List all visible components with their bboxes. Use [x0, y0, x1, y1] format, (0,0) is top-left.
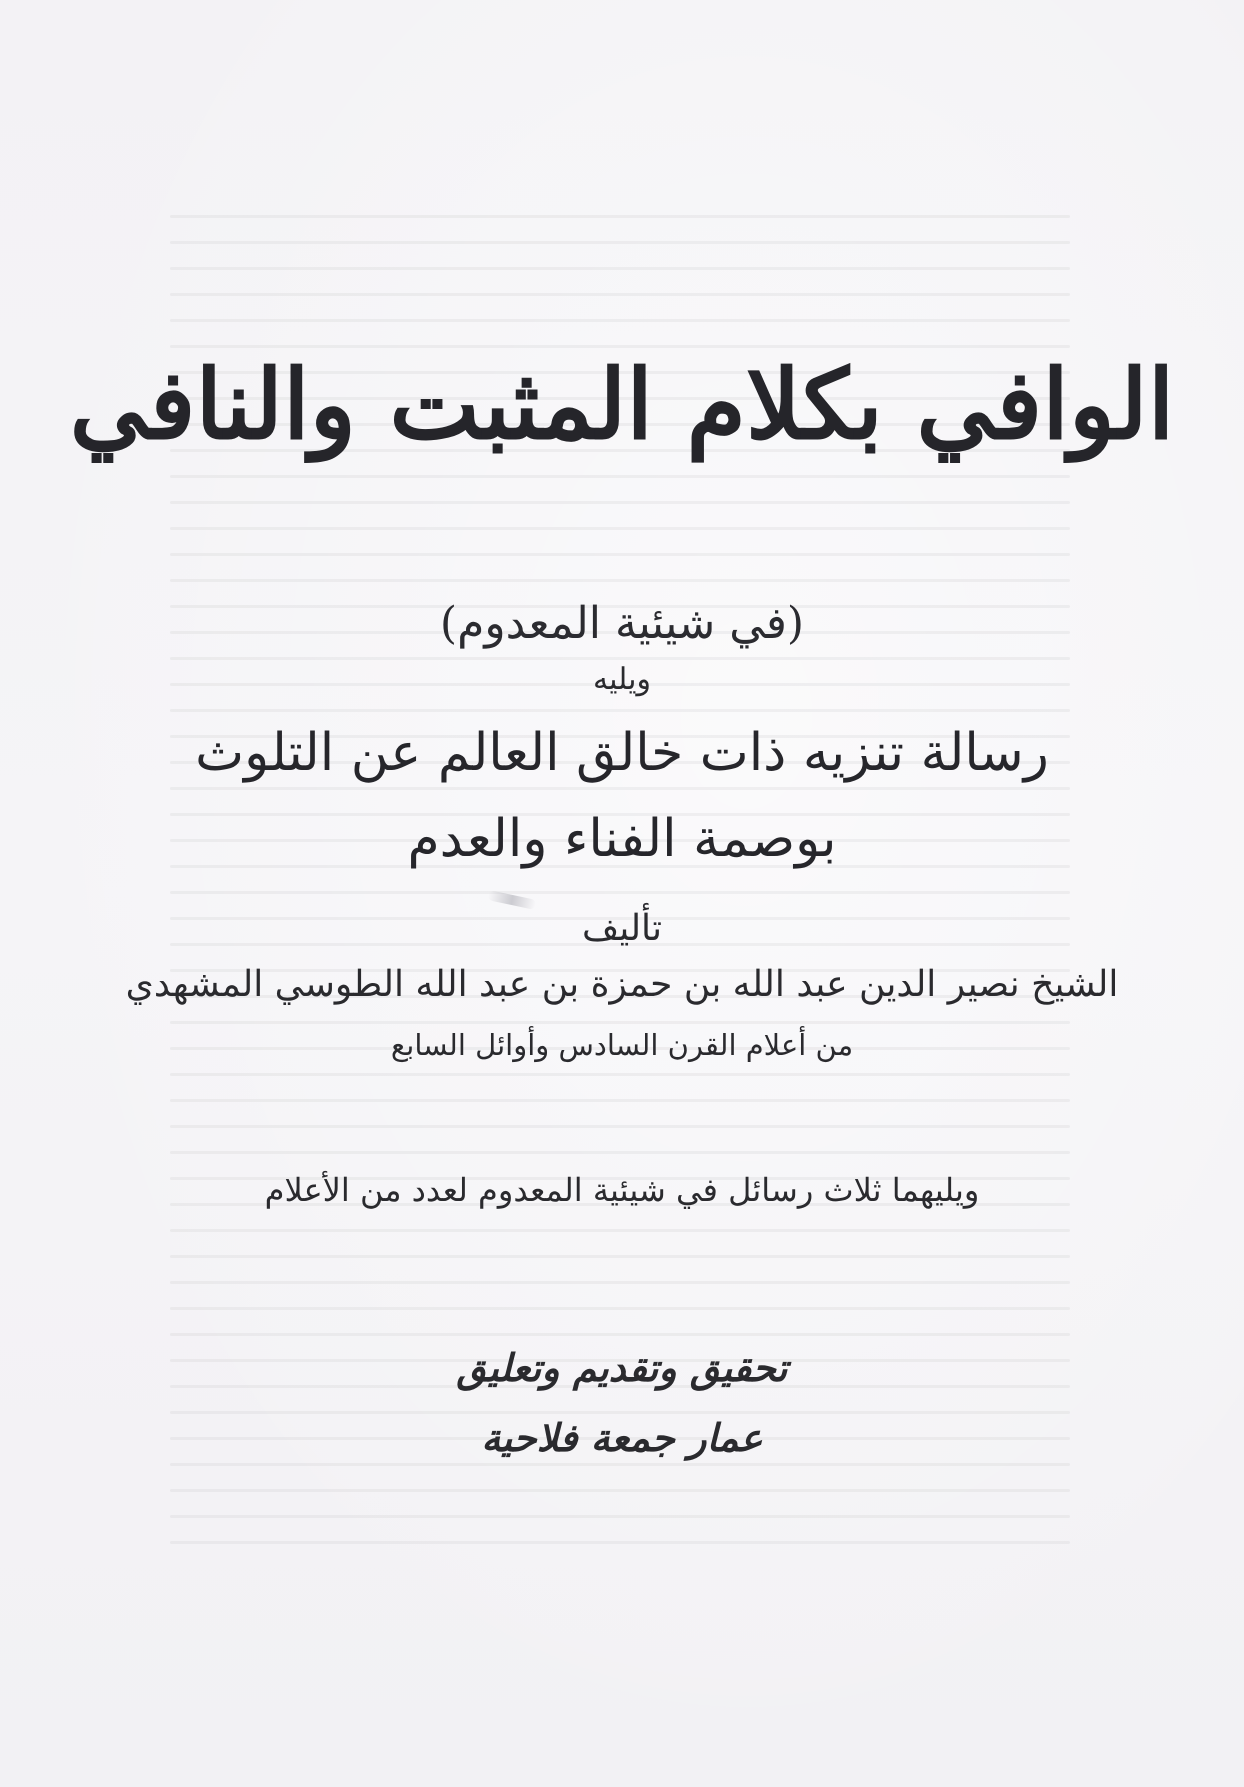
editor-label: تحقيق وتقديم وتعليق	[456, 1345, 788, 1390]
second-title-line-1: رسالة تنزيه ذات خالق العالم عن التلوث	[195, 723, 1049, 783]
main-title: الوافي بكلام المثبت والنافي	[69, 348, 1175, 461]
subtitle: (في شيئية المعدوم)	[439, 598, 805, 649]
appendix-note: ويليهما ثلاث رسائل في شيئية المعدوم لعدد من الأعلام	[264, 1171, 980, 1209]
second-title-line-2: بوصمة الفناء والعدم	[407, 809, 837, 869]
author-name: الشيخ نصير الدين عبد الله بن حمزة بن عبد الله الطوسي المشهدي	[125, 964, 1119, 1005]
author-label: تأليف	[581, 908, 663, 949]
follows-label: ويليه	[593, 662, 651, 697]
editor-name: عمار جمعة فلاحية	[481, 1415, 763, 1460]
author-era: من أعلام القرن السادس وأوائل السابع	[390, 1028, 854, 1062]
